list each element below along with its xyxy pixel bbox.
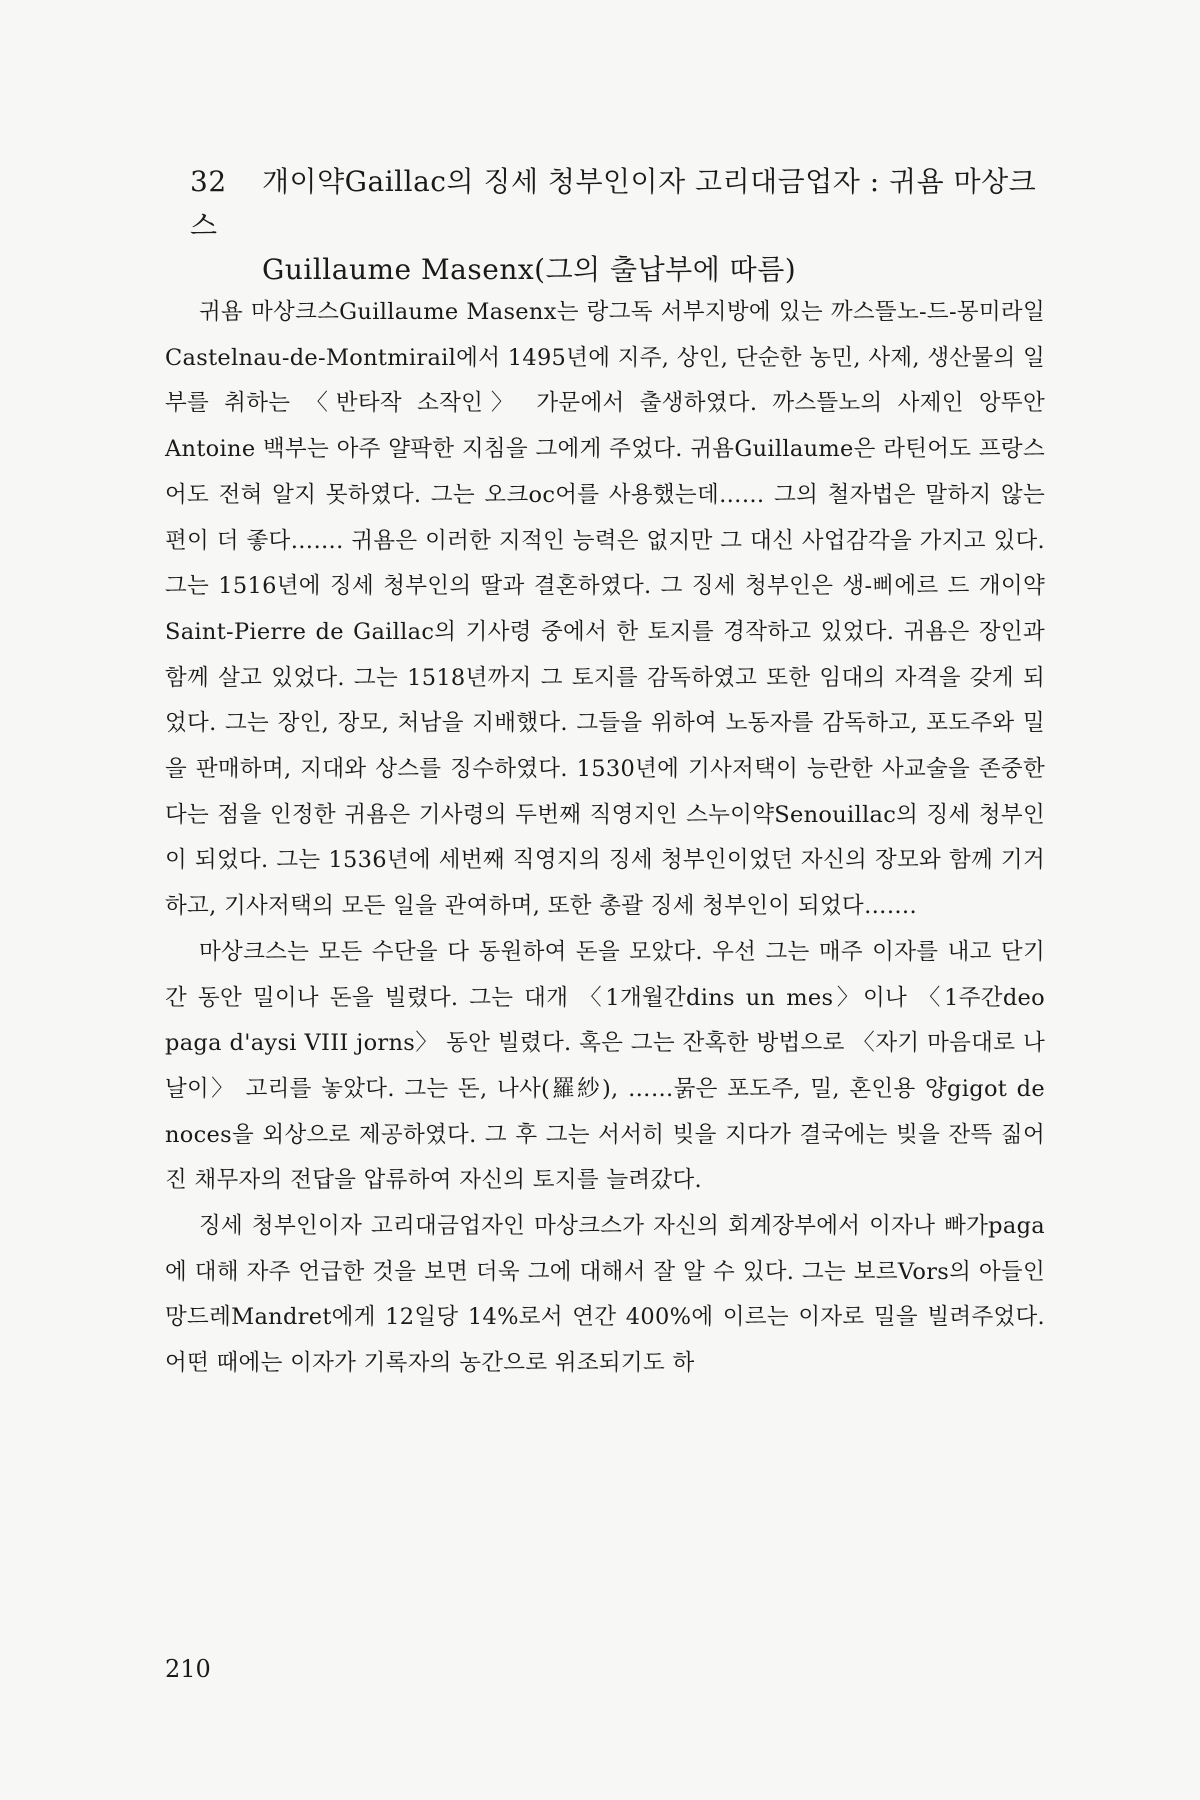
paragraph-3: 징세 청부인이자 고리대금업자인 마상크스가 자신의 회계장부에서 이자나 빠가paga에 대해 자주 언급한 것을 보면 더욱 그에 대해서 잘 알 수 있다. 그는 보르Vors의 아들인 망드레Mandret에게 12일당 14%로서 연간 400%에 이르는 이자로 밀을 빌려주었다. 어떤 때에는 이자가 기록자의 농간으로 위조되기도 하 bbox=[165, 1213, 1045, 1377]
section-heading bbox=[190, 160, 1050, 292]
section-number: 32 bbox=[190, 165, 227, 198]
paragraph-2: 마상크스는 모든 수단을 다 동원하여 돈을 모았다. 우선 그는 매주 이자를 내고 단기간 동안 밀이나 돈을 빌렸다. 그는 대개 〈1개월간dins un mes〉이나 〈1주간deo paga d'aysi VIII jorns〉 동안 빌렸다. 혹은 그는 잔혹한 방법으로 〈자기 마음대로 나날이〉 고리를 놓았다. 그는 돈, 나사(羅紗), ……묽은 포도주, 밀, 혼인용 양gigot de noces을 외상으로 제공하였다. 그 후 그는 서서히 빚을 지다가 결국에는 빚을 잔뜩 짊어진 채무자의 전답을 압류하여 자신의 토지를 늘려갔다. bbox=[165, 938, 1045, 1194]
section-title-line-2: Guillaume Masenx(그의 출납부에 따름) bbox=[262, 253, 797, 286]
body-text bbox=[165, 290, 1045, 1387]
paragraph-1: 귀욤 마상크스Guillaume Masenx는 랑그독 서부지방에 있는 까스뜰노-드-몽미라일Castelnau-de-Montmirail에서 1495년에 지주, 상인, 단순한 농민, 사제, 생산물의 일부를 취하는 〈반타작 소작인〉 가문에서 출생하였다. 까스뜰노의 사제인 앙뚜안Antoine 백부는 아주 얄팍한 지침을 그에게 주었다. 귀욤Guillaume은 라틴어도 프랑스어도 전혀 알지 못하였다. 그는 오크oc어를 사용했는데…… 그의 철자법은 말하지 않는 편이 더 좋다……. 귀욤은 이러한 지적인 능력은 없지만 그 대신 사업감각을 가지고 있다. 그는 1516년에 징세 청부인의 딸과 결혼하였다. 그 징세 청부인은 생-삐에르 드 개이약Saint-Pierre de Gaillac의 기사령 중에서 한 토지를 경작하고 있었다. 귀욤은 장인과 함께 살고 있었다. 그는 1518년까지 그 토지를 감독하였고 또한 임대의 자격을 갖게 되었다. 그는 장인, 장모, 처남을 지배했다. 그들을 위하여 노동자를 감독하고, 포도주와 밀을 판매하며, 지대와 상스를 징수하였다. 1530년에 기사저택이 능란한 사교술을 존중한다는 점을 인정한 귀욤은 기사령의 두번째 직영지인 스누이약Senouillac의 징세 청부인이 되었다. 그는 1536년에 세번째 직영지의 징세 청부인이었던 자신의 장모와 함께 기거하고, 기사저택의 모든 일을 관여하며, 또한 총괄 징세 청부인이 되었다……. bbox=[165, 299, 1045, 920]
section-title-line-1: 개이약Gaillac의 징세 청부인이자 고리대금업자 : 귀욤 마상크스 bbox=[190, 165, 1037, 242]
page-number: 210 bbox=[165, 1655, 211, 1683]
